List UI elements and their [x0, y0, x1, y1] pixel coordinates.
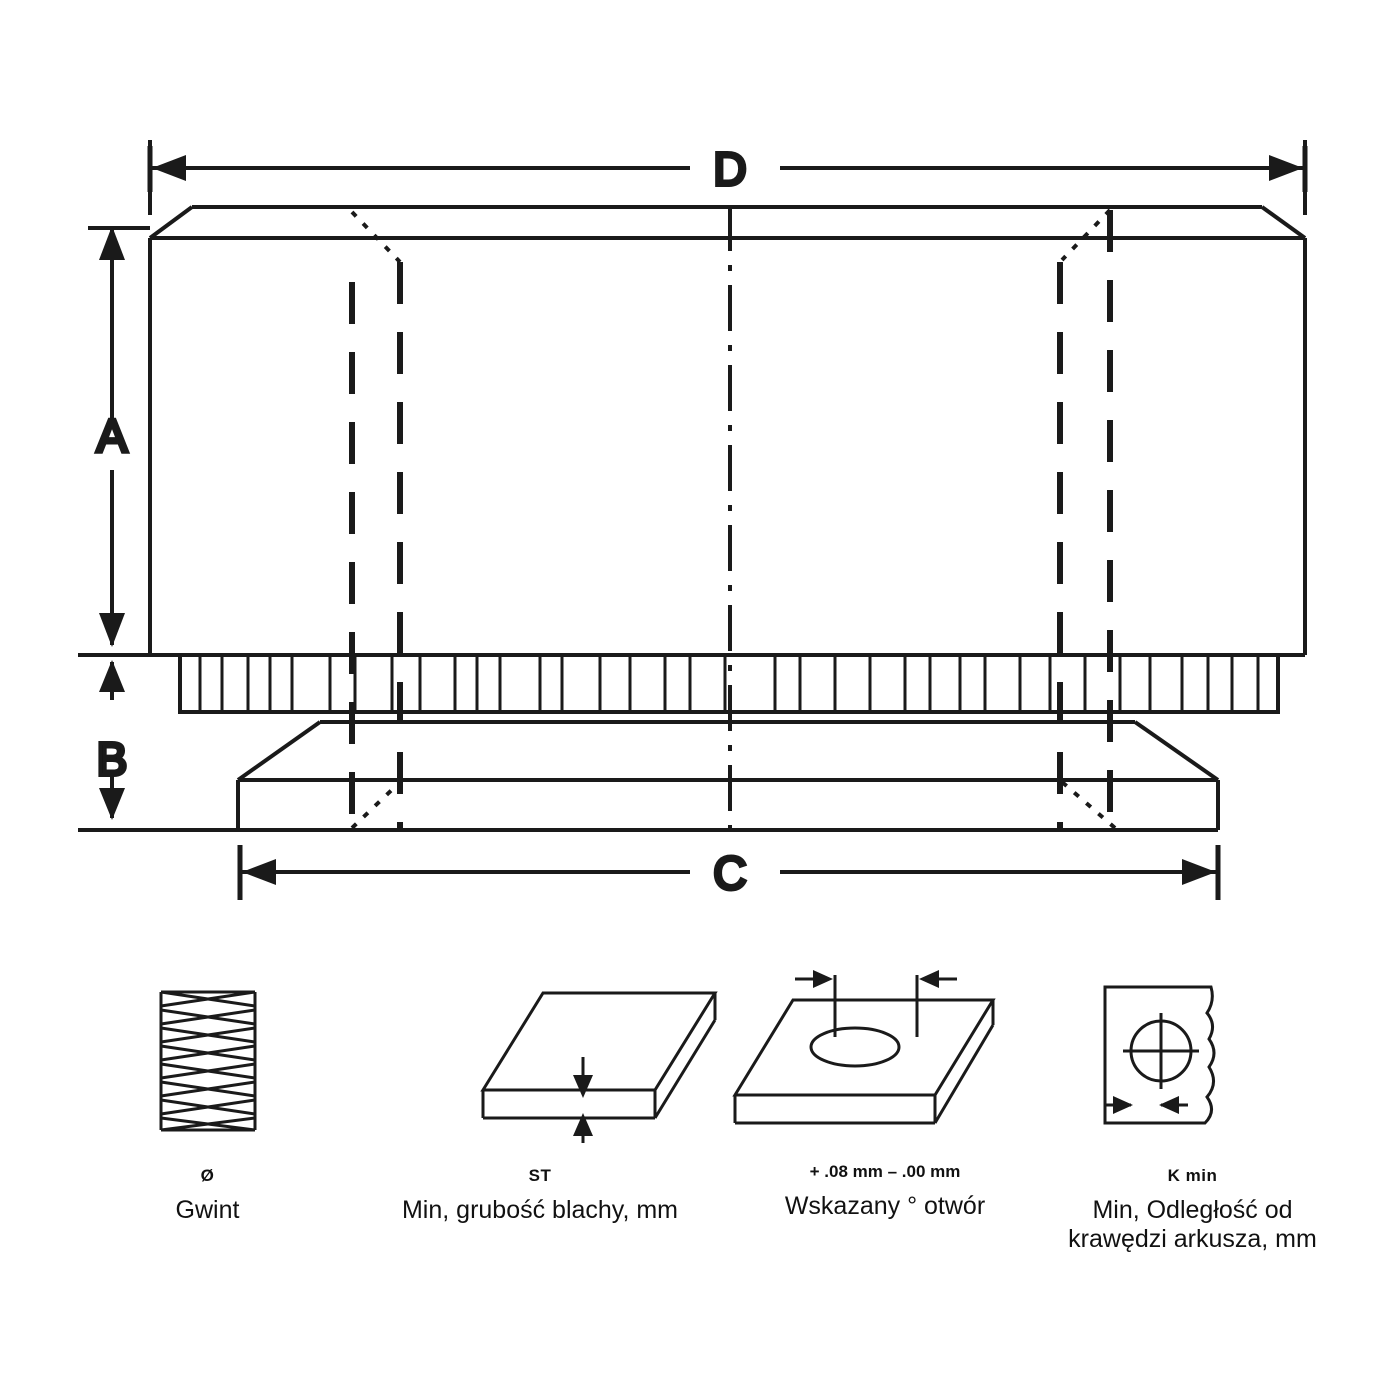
legend-symbol-edge-distance: K min [1167, 1166, 1218, 1185]
legend-symbol-sheet-thickness: ST [528, 1166, 552, 1185]
legend-symbol-thread: Ø [200, 1166, 215, 1185]
legend-item-sheet-thickness [355, 960, 725, 1225]
legend-item-hole [725, 960, 1045, 1221]
dimension-label-B: B [96, 733, 128, 785]
legend-item-edge-distance [1045, 960, 1340, 1254]
legend-label-sheet-thickness: Min, grubość blachy, mm [401, 1196, 678, 1224]
dotted-chamfer-lines [352, 210, 1115, 828]
thread-icon [123, 960, 293, 1160]
hole-in-sheet-icon [725, 960, 1045, 1160]
legend-note-hole-tolerance: + .08 mm – .00 mm [809, 1162, 961, 1181]
dimension-label-A: A [96, 410, 128, 462]
dimension-line-A [78, 226, 180, 655]
sheet-thickness-icon [355, 960, 725, 1160]
dimension-label-D: D [713, 143, 747, 195]
edge-distance-icon [1083, 960, 1303, 1160]
nut-body-outline [150, 207, 1305, 655]
legend-row [0, 960, 1400, 1400]
legend-label-thread: Gwint [175, 1196, 240, 1224]
legend-label-hole: Wskazany ° otwór [784, 1192, 986, 1220]
legend-label-edge-distance: Min, Odległość od krawędzi arkusza, mm [1068, 1196, 1317, 1253]
legend-item-thread [60, 960, 355, 1225]
dimension-label-C: C [713, 847, 747, 899]
